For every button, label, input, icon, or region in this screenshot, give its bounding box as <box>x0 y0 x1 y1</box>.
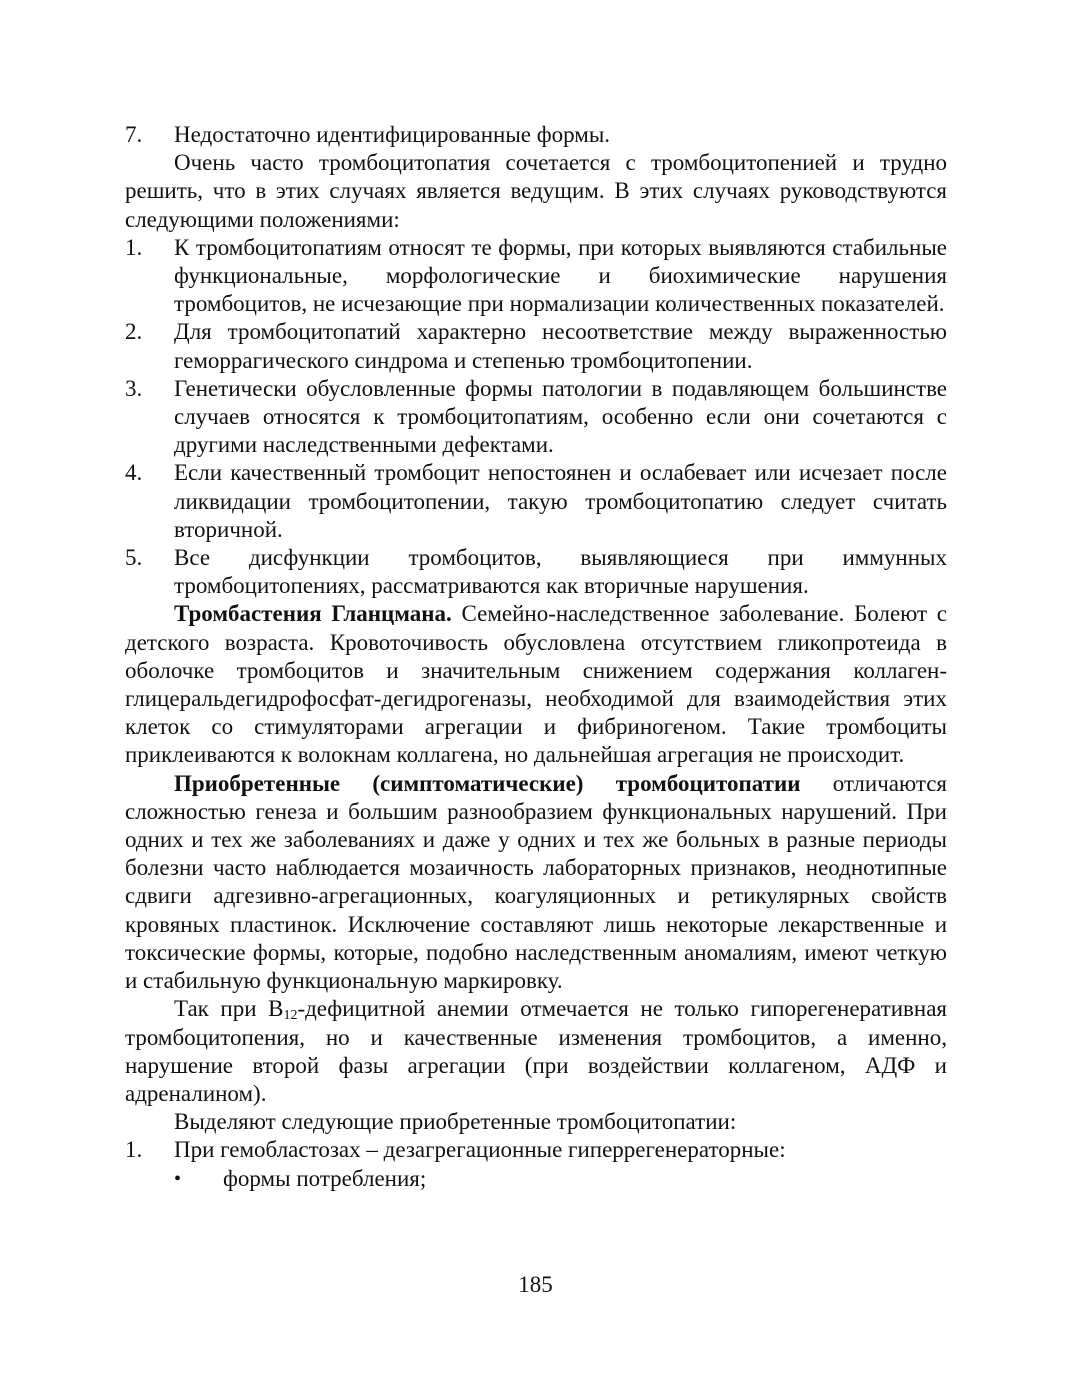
rule-item <box>125 459 947 544</box>
rule-text: К тромбоцитопатиям относят те формы, при которых выявляются стабильные функциональные, морфологические и биохимические нарушения тромбоцитов, не исчезающие при нормализации количественных показателей. <box>174 234 947 317</box>
bullet-text: формы потребления; <box>223 1165 427 1191</box>
rule-number: 4. <box>125 460 143 486</box>
intro-paragraph: Очень часто тромбоцитопатия сочетается с тромбоцитопенией и трудно решить, что в этих случаях является ведущим. В этих случаях руководствуются следующими положениями: <box>125 150 947 232</box>
rules-list <box>125 234 947 601</box>
glanzmann-title: Тромбастения Гланцмана. <box>174 601 452 627</box>
rule-text: Генетически обусловленные формы патологии в подавляющем большинстве случаев относятся к тромбоцитопатиям, особенно если они сочетаются с другими наследственными дефектами. <box>174 375 947 458</box>
rule-text: Если качественный тромбоцит непостоянен и ослабевает или исчезает после ликвидации тромбоцитопении, такую тромбоцитопатию следует считать вторичной. <box>174 460 947 542</box>
acquired-list-number: 1. <box>125 1137 143 1163</box>
acquired-list-text: При гемобластозах – дезагрегационные гиперрегенераторные: <box>174 1137 786 1163</box>
list-text: Недостаточно идентифицированные формы. <box>174 122 611 147</box>
rule-number: 2. <box>125 319 143 345</box>
rule-number: 5. <box>125 545 143 571</box>
b12-subscript: 12 <box>283 1008 298 1024</box>
glanzmann-text: Семейно-наследственное заболевание. Болеют с детского возраста. Кровоточивость обусловлена отсутствием гликопротеида в оболочке тромбоцитов и значительным снижением содержания коллаген-глицеральдегидрофосфат-дегидрогеназы, необходимой для взаимодействия этих клеток со стимуляторами агрегации и фибриногеном. Такие тромбоциты приклеиваются к волокнам коллагена, но дальнейшая агрегация не происходит. <box>125 601 947 768</box>
rule-item <box>125 234 947 319</box>
list-item-7 <box>125 121 947 149</box>
bullet-symbol: • <box>174 1167 182 1190</box>
rule-number: 3. <box>125 375 143 401</box>
b12-paragraph <box>125 995 947 1108</box>
acquired-text: отличаются сложностью генеза и большим разнообразием функциональных нарушений. При одних и тех же заболеваниях и даже у одних и тех же больных в разные периоды болезни часто наблюдается мозаичность лабораторных признаков, неоднотипные сдвиги адгезивно-агрегационных, коагуляционных и ретикулярных свойств кровяных пластинок. Исключение составляют лишь некоторые лекарственные и токсические формы, которые, подобно наследственным аномалиям, имеют четкую и стабильную функциональную маркировку. <box>125 770 947 994</box>
page-number: 185 <box>518 1272 553 1297</box>
rule-item <box>125 375 947 460</box>
page-body <box>125 121 947 1193</box>
glanzmann-paragraph <box>125 600 947 769</box>
rule-item <box>125 318 947 374</box>
acquired-intro: Выделяют следующие приобретенные тромбоцитопатии: <box>174 1109 737 1135</box>
acquired-list-item <box>125 1136 947 1164</box>
acquired-paragraph <box>125 770 947 996</box>
b12-text-before: Так при B <box>174 996 284 1022</box>
bullet-item <box>125 1165 947 1193</box>
rule-number: 1. <box>125 234 143 260</box>
rule-text: Все дисфункции тромбоцитов, выявляющиеся при иммунных тромбоцитопениях, рассматриваются как вторичные нарушения. <box>174 545 947 599</box>
b12-text-after: -дефицитной анемии отмечается не только гипорегенеративная тромбоцитопения, но и качественные изменения тромбоцитов, а именно, нарушение второй фазы агрегации (при воздействии коллагеном, АДФ и адреналином). <box>125 996 947 1106</box>
rule-item <box>125 544 947 600</box>
rule-text: Для тромбоцитопатий характерно несоответствие между выраженностью геморрагического синдрома и степенью тромбоцитопении. <box>174 319 947 373</box>
acquired-title: Приобретенные (симптоматические) тромбоцитопатии <box>174 770 801 796</box>
list-number: 7. <box>125 122 143 147</box>
